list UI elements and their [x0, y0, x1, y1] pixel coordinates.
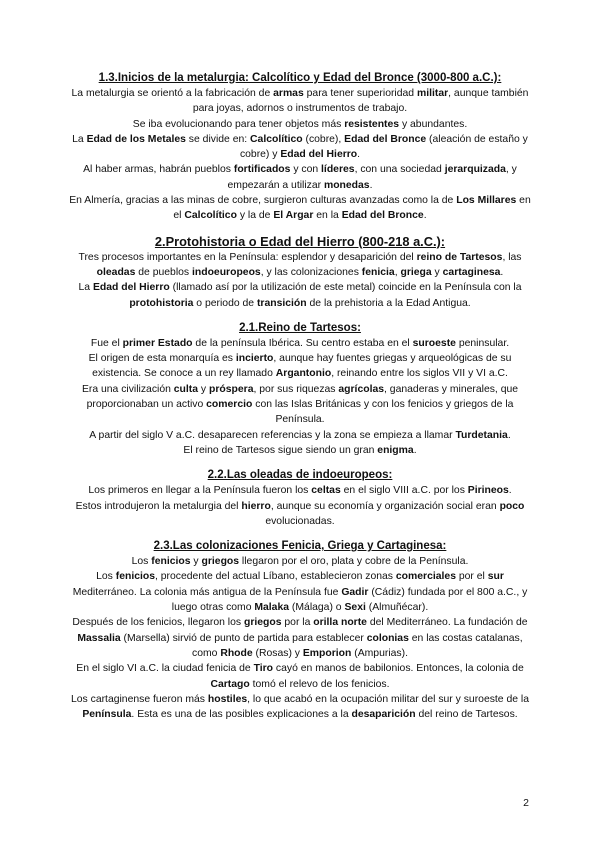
text-run: (llamado así por la utilización de este metal) coincide en la Península con la: [169, 282, 522, 294]
bold-term: sur: [487, 571, 504, 583]
text-run: (Rosas) y: [252, 647, 303, 659]
paragraph: [68, 382, 532, 428]
text-run: Los: [96, 571, 116, 583]
page-number: 2: [523, 797, 529, 809]
bold-term: Malaka: [254, 602, 290, 614]
paragraph: [68, 250, 532, 281]
bold-term: Massalia: [77, 632, 121, 644]
bold-term: fenicios: [115, 571, 155, 583]
bold-term: hierro: [241, 500, 271, 512]
page-content: [68, 70, 532, 722]
section-heading: 2.1.Reino de Tartesos:: [239, 321, 361, 334]
paragraph: [68, 554, 532, 569]
bold-term: Calcolítico: [184, 210, 237, 222]
bold-term: Península: [82, 709, 132, 721]
bold-term: Edad de los Metales: [86, 133, 186, 145]
bold-term: Emporion: [302, 647, 352, 659]
section-2: [68, 233, 532, 311]
text-run: de pueblos: [135, 266, 192, 278]
text-run: Después de los fenicios, llegaron los: [72, 617, 244, 629]
text-run: con las Islas Británicas y con los fenicios y griegos de la Península.: [252, 399, 514, 426]
text-run: (aleación de estaño y cobre) y: [239, 133, 528, 161]
bold-term: indoeuropeos: [192, 266, 261, 278]
text-run: del Mediterráneo. La fundación de: [366, 617, 528, 629]
text-run: en el siglo VIII a.C. por los: [340, 485, 468, 497]
text-run: (Marsella) sirvió de punto de partida para establecer: [120, 632, 367, 644]
bold-term: incierto: [235, 353, 274, 365]
text-run: Los primeros en llegar a la Península fueron los: [88, 485, 312, 497]
text-run: , procedente del actual Líbano, establecieron zonas: [155, 571, 396, 583]
bold-term: transición: [256, 297, 307, 309]
text-run: de la prehistoria a la Edad Antigua.: [306, 297, 471, 309]
bold-term: hostiles: [207, 693, 248, 705]
paragraph: [68, 569, 532, 615]
text-run: por la: [281, 617, 314, 629]
section-2-3: [68, 538, 532, 722]
text-run: La: [78, 282, 93, 294]
bold-term: fenicia: [361, 266, 395, 278]
section-heading: 2.Protohistoria o Edad del Hierro (800-218 a.C.):: [154, 233, 446, 249]
bold-term: protohistoria: [129, 297, 194, 309]
paragraph: [68, 280, 532, 311]
text-run: Tres procesos importantes en la Península: esplendor y desaparición del: [78, 251, 417, 263]
bold-term: griega: [400, 266, 432, 278]
bold-term: líderes: [321, 164, 355, 176]
text-run: Era una civilización: [81, 383, 174, 395]
paragraph: [68, 443, 532, 458]
text-run: (Cádiz) fundada por el 800 a.C., y luego otras como: [171, 586, 528, 614]
bold-term: celtas: [311, 485, 341, 497]
text-run: por el: [455, 571, 488, 583]
text-run: y abundantes.: [399, 118, 468, 130]
text-run: .: [413, 444, 417, 456]
bold-term: Rhode: [220, 647, 253, 659]
bold-term: Calcolítico: [250, 133, 303, 145]
text-run: (Almuñécar).: [365, 602, 429, 614]
bold-term: cartaginesa: [442, 266, 501, 278]
text-run: , y empezarán a utilizar: [227, 164, 517, 191]
bold-term: jerarquizada: [444, 164, 506, 176]
text-run: (Ampurias).: [351, 647, 408, 659]
bold-term: Edad del Hierro: [280, 149, 358, 161]
text-run: En Almería, gracias a las minas de cobre, surgieron culturas avanzadas como la de: [69, 195, 457, 207]
text-run: de la península Ibérica. Su centro estaba en el: [192, 337, 413, 349]
bold-term: resistentes: [344, 118, 400, 130]
text-run: peninsular.: [455, 337, 510, 349]
text-run: para tener superioridad: [303, 88, 417, 99]
text-run: y con: [290, 164, 322, 176]
paragraph: [68, 483, 532, 498]
paragraph: [68, 132, 532, 163]
paragraph: [68, 86, 532, 117]
text-run: llegaron por el oro, plata y cobre de la Península.: [239, 556, 469, 568]
text-run: del reino de Tartesos.: [415, 709, 518, 721]
bold-term: Cartago: [210, 678, 250, 690]
text-run: , lo que acabó en la ocupación militar del sur y suroeste de la: [247, 693, 530, 705]
bold-term: orilla norte: [313, 617, 367, 629]
text-run: .: [508, 485, 512, 497]
text-run: , y las colonizaciones: [260, 266, 362, 278]
text-run: Los: [131, 556, 152, 568]
text-run: .: [500, 266, 504, 278]
bold-term: suroeste: [412, 337, 456, 349]
text-run: se divide en:: [185, 133, 251, 145]
text-run: Estos introdujeron la metalurgia del: [75, 500, 242, 512]
text-run: Al haber armas, habrán pueblos: [83, 164, 234, 176]
bold-term: comerciales: [395, 571, 456, 583]
bold-term: oleadas: [96, 266, 136, 278]
bold-term: militar: [416, 88, 449, 99]
bold-term: Los Millares: [456, 195, 517, 207]
text-run: La: [72, 133, 87, 145]
bold-term: Pirineos: [467, 485, 509, 497]
bold-term: agrícolas: [338, 383, 385, 395]
bold-term: Edad del Bronce: [341, 210, 424, 222]
text-run: cayó en manos de babilonios. Entonces, la colonia de: [273, 663, 524, 675]
text-run: Mediterráneo. La colonia más antigua de la Península fue: [72, 586, 342, 598]
paragraph: [68, 428, 532, 443]
text-run: Los cartaginense fueron más: [70, 693, 208, 705]
bold-term: desaparición: [351, 709, 416, 721]
bold-term: próspera: [209, 383, 254, 395]
paragraph: [68, 162, 532, 193]
text-run: A partir del siglo V a.C. desaparecen referencias y la zona se empieza a llamar: [89, 429, 456, 441]
bold-term: griegos: [201, 556, 240, 568]
text-run: . Esta es una de las posibles explicaciones a la: [131, 709, 352, 721]
text-run: El origen de esta monarquía es: [88, 353, 236, 365]
section-1-3: [68, 70, 532, 224]
text-run: .: [369, 179, 373, 191]
text-run: ,: [394, 266, 401, 278]
text-run: Se iba evolucionando para tener objetos más: [132, 118, 345, 130]
paragraph: [68, 336, 532, 351]
bold-term: poco: [499, 500, 525, 512]
bold-term: Sexi: [344, 602, 366, 614]
text-run: La metalurgia se orientó a la fabricación de: [71, 88, 274, 99]
bold-term: Edad del Bronce: [344, 133, 427, 145]
bold-term: El Argar: [273, 210, 314, 222]
text-run: , aunque también para joyas, adornos o instrumentos de trabajo.: [192, 88, 529, 115]
text-run: y: [198, 383, 210, 395]
paragraph: [68, 692, 532, 723]
bold-term: primer Estado: [122, 337, 193, 349]
text-run: tomó el relevo de los fenicios.: [249, 678, 390, 690]
text-run: y: [431, 266, 443, 278]
paragraph: [68, 193, 532, 224]
bold-term: armas: [273, 88, 304, 99]
text-run: (Málaga) o: [289, 602, 345, 614]
text-run: (cobre),: [302, 133, 345, 145]
text-run: en las costas catalanas, como: [192, 632, 523, 659]
paragraph: [68, 117, 532, 132]
text-run: , aunque su economía y organización social eran: [270, 500, 500, 512]
bold-term: Gadir: [341, 586, 369, 598]
bold-term: Argantonio: [275, 368, 332, 380]
bold-term: fortificados: [233, 164, 291, 176]
text-run: El reino de Tartesos sigue siendo un gran: [183, 444, 378, 456]
bold-term: Turdetania: [455, 429, 508, 441]
text-run: , con una sociedad: [354, 164, 445, 176]
text-run: en el: [173, 195, 531, 222]
paragraph: [68, 615, 532, 661]
text-run: Fue el: [90, 337, 123, 349]
section-heading: 2.3.Las colonizaciones Fenicia, Griega y Cartaginesa:: [153, 540, 447, 553]
section-heading: 2.2.Las oleadas de indoeuropeos:: [207, 469, 393, 482]
section-heading: 1.3.Inicios de la metalurgia: Calcolítico y Edad del Bronce (3000-800 a.C.):: [98, 72, 502, 84]
bold-term: monedas: [323, 179, 370, 191]
text-run: , las: [502, 251, 522, 263]
text-run: en la: [313, 210, 342, 222]
text-run: evolucionadas.: [265, 515, 335, 527]
text-run: .: [357, 149, 361, 161]
section-2-1: [68, 320, 532, 458]
text-run: o periodo de: [193, 297, 257, 309]
text-run: .: [507, 429, 511, 441]
bold-term: enigma: [377, 444, 414, 456]
bold-term: culta: [173, 383, 199, 395]
bold-term: reino de Tartesos: [416, 251, 503, 263]
paragraph: [68, 499, 532, 530]
bold-term: comercio: [206, 399, 253, 411]
paragraph: [68, 351, 532, 382]
text-run: , por sus riquezas: [253, 383, 339, 395]
text-run: , ganaderas y minerales, que proporcionaban un activo: [86, 383, 519, 411]
bold-term: griegos: [243, 617, 282, 629]
text-run: y la de: [236, 210, 274, 222]
bold-term: fenicios: [151, 556, 191, 568]
paragraph: [68, 661, 532, 692]
bold-term: Tiro: [253, 663, 274, 675]
bold-term: Edad del Hierro: [92, 282, 170, 294]
bold-term: colonias: [366, 632, 409, 644]
text-run: , reinando entre los siglos VII y VI a.C.: [331, 368, 508, 380]
text-run: , aunque hay fuentes griegas y arqueológicas de su existencia. Se conoce a un rey llamado: [92, 353, 512, 380]
text-run: En el siglo VI a.C. la ciudad fenicia de: [76, 663, 254, 675]
text-run: y: [190, 556, 202, 568]
text-run: .: [423, 210, 427, 222]
section-2-2: [68, 467, 532, 529]
